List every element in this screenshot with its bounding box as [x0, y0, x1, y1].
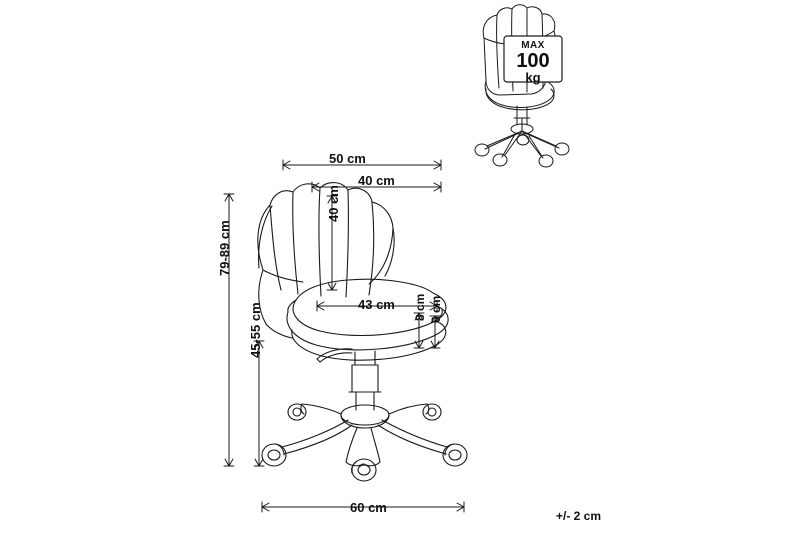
main-chair-illustration: [258, 183, 467, 481]
dim-label-seat-edge: 6 cm: [429, 295, 443, 323]
dim-label-back-height: 40 cm: [326, 185, 341, 222]
dim-label-back-width: 40 cm: [358, 173, 395, 188]
tolerance-note: +/- 2 cm: [556, 509, 602, 523]
dim-label-total-height: 79-89 cm: [217, 220, 232, 276]
small-chair-illustration: [475, 5, 569, 167]
dim-label-seat-height: 45-55 cm: [248, 302, 263, 358]
max-weight-value: 100: [516, 49, 550, 72]
castor-wheels: [262, 404, 467, 481]
dim-label-base-width: 60 cm: [350, 500, 387, 515]
dim-label-seat-back-width: 50 cm: [329, 151, 366, 166]
max-weight-unit: kg: [525, 69, 541, 85]
dim-line-45-55cm: [254, 341, 264, 466]
dim-label-seat-thickness: 8 cm: [413, 293, 427, 321]
max-weight-word: MAX: [521, 40, 545, 51]
dim-label-seat-width: 43 cm: [358, 297, 395, 312]
max-weight-badge: [505, 41, 561, 84]
